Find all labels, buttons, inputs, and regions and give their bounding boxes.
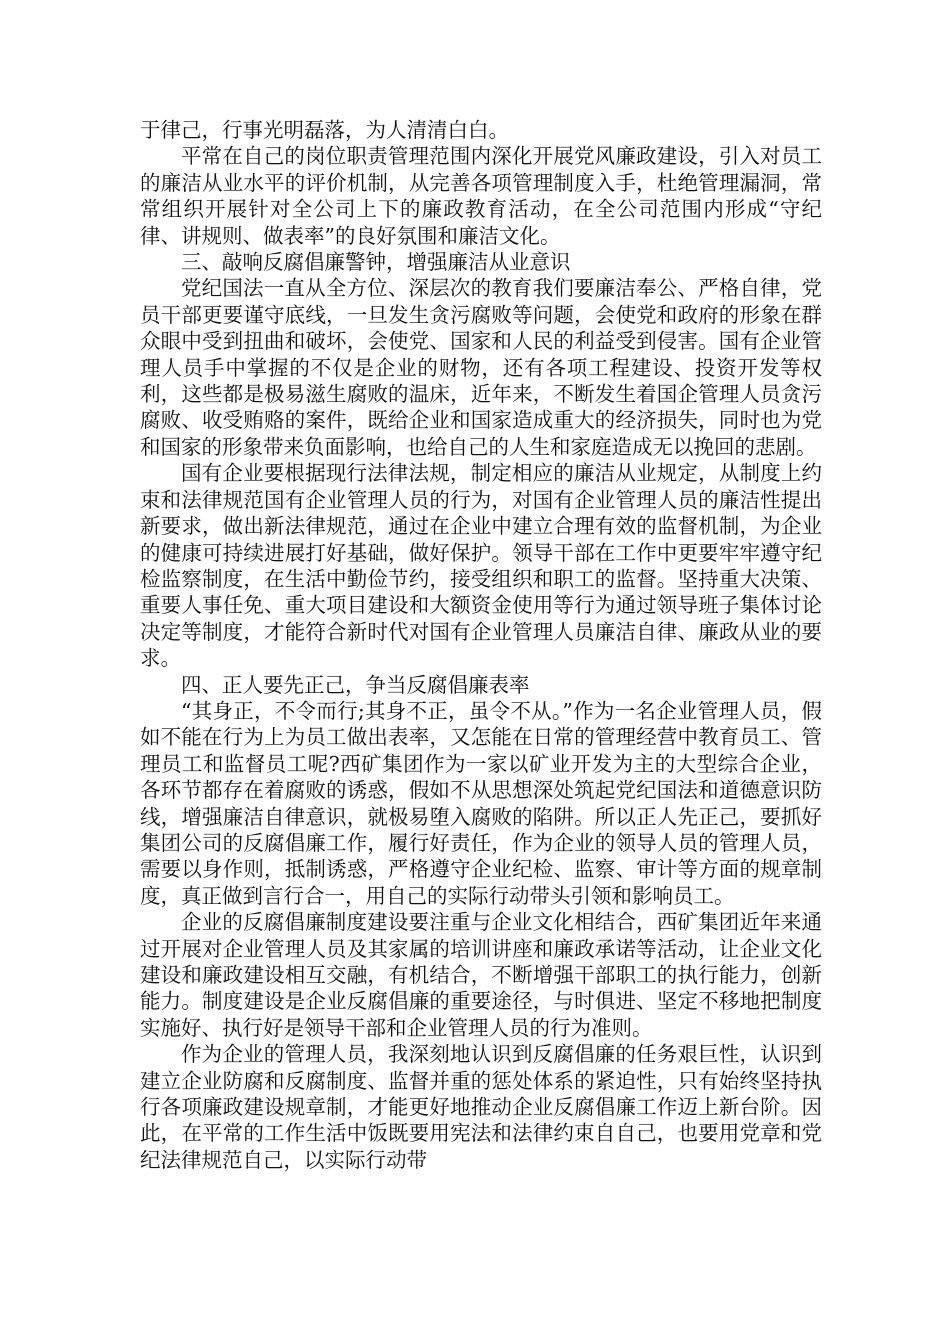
paragraph: 党纪国法一直从全方位、深层次的教育我们要廉洁奉公、严格自律，党员干部更要谨守底线，一旦发生贪污腐败等问题，会使党和政府的形象在群众眼中受到扭曲和破坏，会使党、国家和人民的利益受到侵害。国有企业管理人员手中掌握的不仅是企业的财物，还有各项工程建设、投资开发等权利，这些都是极易滋生腐败的温床，近年来，不断发生着国企管理人员贪污腐败、收受贿赂的案件，既给企业和国家造成重大的经济损失，同时也为党和国家的形象带来负面影响，也给自己的人生和家庭造成无以挽回的悲剧。 [140, 276, 822, 459]
paragraph: “其身正，不令而行;其身不正，虽令不从。”作为一名企业管理人员，假如不能在行为上为员工做出表率，又怎能在日常的管理经营中教育员工、管理员工和监督员工呢?西矿集团作为一家以矿业开发为主的大型综合企业，各环节都存在着腐败的诱惑，假如不从思想深处筑起党纪国法和道德意识防线，增强廉洁自律意识，就极易堕入腐败的陷阱。所以正人先正己，要抓好集团公司的反腐倡廉工作，履行好责任，作为企业的领导人员的管理人员，需要以身作则，抵制诱惑，严格遵守企业纪检、监察、审计等方面的规章制度，真正做到言行合一，用自己的实际行动带头引领和影响员工。 [140, 698, 822, 908]
document-body [140, 117, 822, 1173]
paragraph: 企业的反腐倡廉制度建设要注重与企业文化相结合，西矿集团近年来通过开展对企业管理人员及其家属的培训讲座和廉政承诺等活动，让企业文化建设和廉政建设相互交融，有机结合，不断增强干部职工的执行能力，创新能力。制度建设是企业反腐倡廉的重要途径，与时俱进、坚定不移地把制度实施好、执行好是领导干部和企业管理人员的行为准则。 [140, 910, 822, 1040]
paragraph: 国有企业要根据现行法律法规，制定相应的廉洁从业规定，从制度上约束和法律规范国有企业管理人员的行为，对国有企业管理人员的廉洁性提出新要求，做出新法律规范，通过在企业中建立合理有效的监督机制，为企业的健康可持续进展打好基础，做好保护。领导干部在工作中更要牢牢遵守纪检监察制度，在生活中勤俭节约，接受组织和职工的监督。坚持重大决策、重要人事任免、重大项目建设和大额资金使用等行为通过领导班子集体讨论决定等制度，才能符合新时代对国有企业管理人员廉洁自律、廉政从业的要求。 [140, 461, 822, 671]
section-heading: 三、敲响反腐倡廉警钟，增强廉洁从业意识 [181, 250, 571, 275]
paragraph: 作为企业的管理人员，我深刻地认识到反腐倡廉的任务艰巨性，认识到建立企业防腐和反腐制度、监督并重的惩处体系的紧迫性，只有始终坚持执行各项廉政建设规章制，才能更好地推动企业反腐倡廉工作迈上新台阶。因此，在平常的工作生活中饭既要用宪法和法律约束自自己，也要用党章和党纪法律规范自己，以实际行动带 [140, 1042, 822, 1172]
paragraph: 平常在自己的岗位职责管理范围内深化开展党风廉政建设，引入对员工的廉洁从业水平的评价机制，从完善各项管理制度入手，杜绝管理漏洞，常常组织开展针对全公司上下的廉政教育活动，在全公司范围内形成“守纪律、讲规则、做表率”的良好氛围和廉洁文化。 [140, 144, 822, 248]
paragraph-continuation: 于律己，行事光明磊落，为人清清白白。 [140, 118, 509, 142]
section-heading: 四、正人要先正己，争当反腐倡廉表率 [181, 672, 530, 697]
